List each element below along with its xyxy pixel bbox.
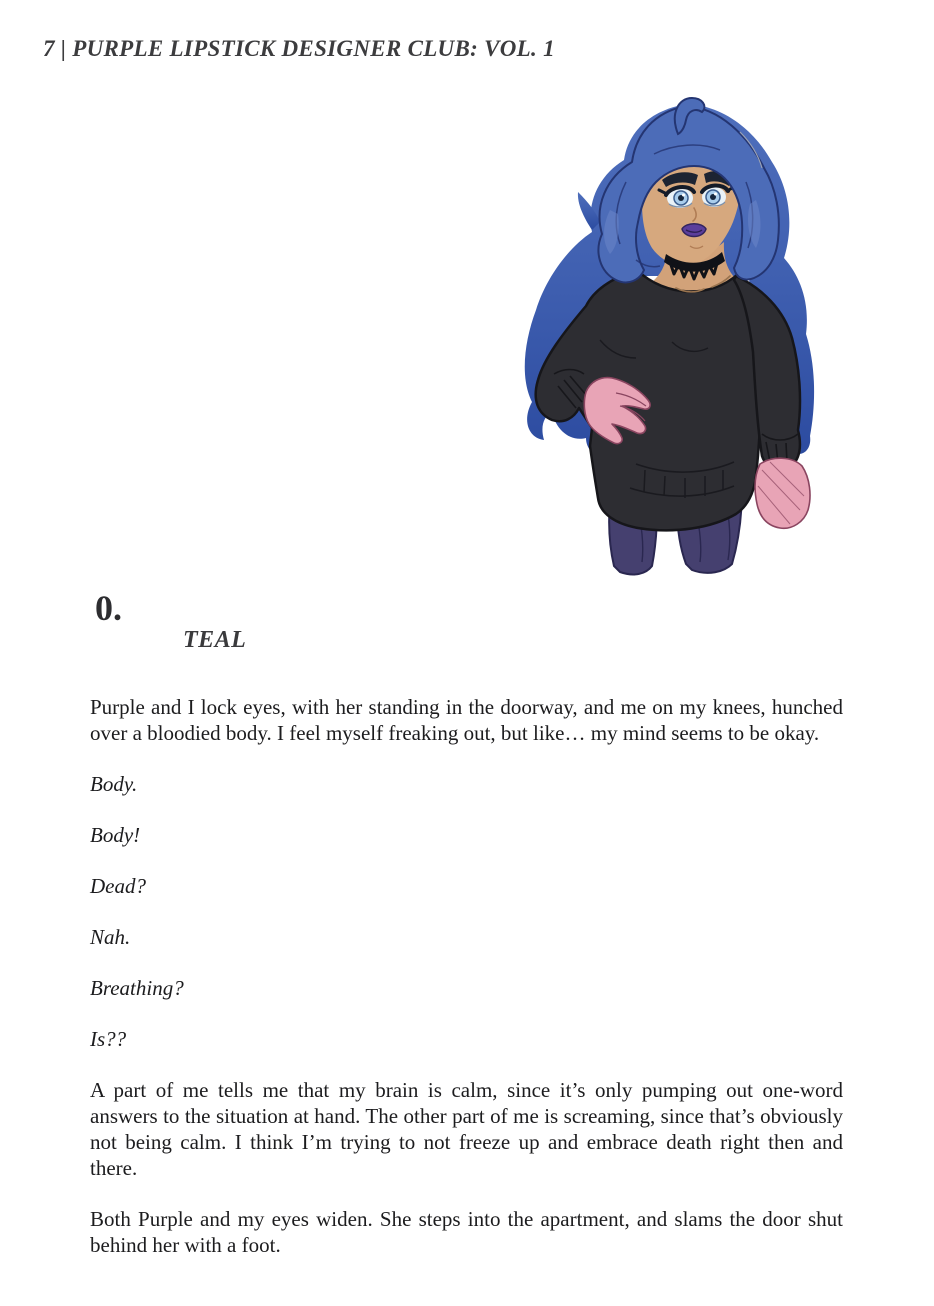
story-paragraph: Breathing? [90, 976, 184, 1000]
chapter-number: 0. [95, 588, 122, 628]
lips [682, 224, 706, 237]
story-paragraph: Body! [90, 823, 141, 847]
story-text [90, 694, 843, 1283]
right-hand [755, 458, 810, 528]
story-paragraph: A part of me tells me that my brain is calm, since it’s only pumping out one-word answers to the situation at hand. The other part of me is screaming, since that’s obviously not being calm. I think I’m trying to not freeze up and embrace death right then and there. [90, 1078, 843, 1180]
chapter-title: TEAL [183, 627, 247, 653]
story-paragraph: Body. [90, 772, 138, 796]
running-header: 7 | PURPLE LIPSTICK DESIGNER CLUB: VOL. 1 [43, 36, 555, 61]
story-paragraph: Is?? [90, 1027, 127, 1051]
story-paragraph: Dead? [90, 874, 146, 898]
story-paragraph: Nah. [90, 925, 131, 949]
story-paragraph: Purple and I lock eyes, with her standing in the doorway, and me on my knees, hunched over a bloodied body. I feel myself freaking out, but like… my mind seems to be okay. [90, 695, 843, 745]
character-illustration [440, 90, 934, 590]
story-paragraph: Both Purple and my eyes widen. She steps into the apartment, and slams the door shut behind her with a foot. [90, 1207, 843, 1257]
